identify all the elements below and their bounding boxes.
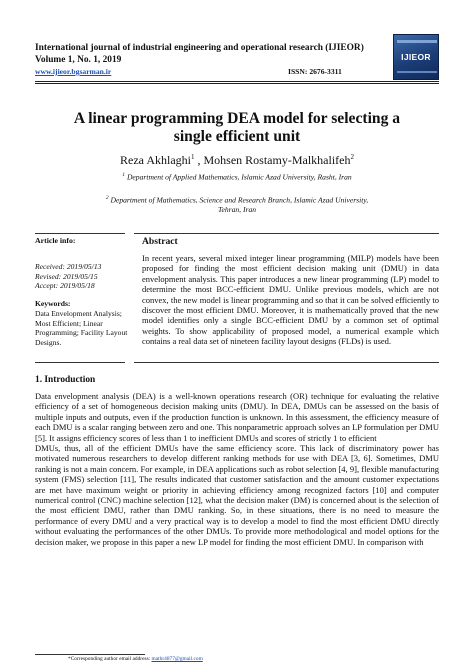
logo-stripe — [397, 40, 437, 43]
journal-volume: Volume 1, No. 1, 2019 — [35, 55, 122, 65]
intro-paragraph-1: Data envelopment analysis (DEA) is a well-known operations research (OR) technique for evaluating the relative efficiency of a set of homogeneous decision making units (DMU). In DEA, DMUs can be assessed on the basis of multiple inputs and outputs, even if the production function is unknown. In this assessment, the efficiency measure of each DMU is a scalar ranging between zero and one. This nonparametric approach solves an LP formulation per DMU [5]. It assigns efficiency scores of less than 1 to inefficient DMUs and scores of strictly 1 to efficient — [35, 391, 439, 443]
header-divider — [35, 81, 439, 82]
journal-logo — [393, 34, 439, 80]
journal-issn: ISSN: 2676-3311 — [288, 67, 342, 76]
journal-title: International journal of industrial engineering and operational research (IJIEOR) — [35, 43, 364, 53]
affiliation-1 — [100, 171, 374, 182]
logo-text: IJIEOR — [401, 52, 431, 62]
journal-url-link[interactable]: www.ijieor.bgsarman.ir — [35, 67, 112, 76]
author-separator: , — [194, 153, 204, 167]
author-1-sup: 1 — [191, 153, 195, 161]
keywords-list: Data Envelopment Analysis; Most Efficient; Linear Programming; Facility Layout Designs. — [35, 309, 128, 347]
abstract-heading: Abstract — [142, 236, 178, 247]
author-2: Mohsen Rostamy-Malkhalifeh — [203, 153, 351, 167]
article-dates — [35, 262, 101, 291]
logo-stripe-bottom — [397, 71, 437, 73]
section-heading-introduction: 1. Introduction — [35, 375, 96, 385]
corresponding-email-link[interactable]: mathr4877@gmail.com — [151, 656, 203, 662]
paper-title: A linear programming DEA model for selecting a single efficient unit — [73, 110, 401, 145]
affiliation-1-text: Department of Applied Mathematics, Islamic Azad University, Rasht, Iran — [126, 172, 352, 182]
abstract-text: In recent years, several mixed integer linear programming (MILP) models have been proposed for finding the most efficient decision making unit (DMU) in data envelopment analysis. This paper introduces a new linear programming (LP) model to determine the most BCC-efficient DMU. Unlike previous models, which are not convex, the new model is linear programming and so that it can be solved efficiently to discover the most efficient DMU. Moreover, it is mathematically proved that the new model identifies only a single BCC-efficient DMU by a common set of optimal weights. To show applicability of proposed model, a numerical example which contains a real data set of nineteen facility layout designs (FLDs) is used. — [142, 253, 439, 347]
info-divider-top-right — [134, 233, 439, 234]
author-2-sup: 2 — [350, 153, 354, 161]
info-divider-bottom-right — [134, 362, 439, 363]
keywords-heading: Keywords: — [35, 299, 71, 308]
introduction-body — [35, 391, 439, 547]
author-1: Reza Akhlaghi — [120, 153, 191, 167]
affiliation-1-sup: 1 — [122, 172, 126, 178]
article-info-block — [35, 236, 439, 361]
intro-paragraph-2: DMUs, thus, all of the efficient DMUs have the same efficiency score. This lack of discriminatory power has motivated numerous researchers to develop different ranking methods for use with DEA [3, 6]. Sometimes, DMU ranking is not a main concern. For example, in DEA applications such as robot selection [4, 9], flexible manufacturing system (FMS) selection [11], The results indicated that customer satisfaction and the amount customer expectations are met have maximum weight or priority in achieving efficiency among recognized factors [10] and computer numerical control (CNC) machine selection [12], what the decision maker (DM) is concerned about is the selection of the most efficient DMU, rather than DMU ranking. So, in these situations, there is no need to measure the performance of every DMU and a very practical way is to develop a model to find the most efficient DMU directly without evaluating the performances of the other DMUs. To provide more methodological and model options for the decision maker, we propose in this paper a new LP model for finding the most efficient DMU. In comparison with — [35, 443, 439, 547]
journal-meta-row — [35, 66, 395, 78]
revised-date: Revised: 2019/05/15 — [35, 271, 98, 281]
article-info-heading: Article info: — [35, 236, 76, 245]
info-divider-top-left — [35, 233, 125, 234]
affiliation-2-sup: 2 — [105, 195, 109, 201]
affiliation-2-text: Department of Mathematics, Science and Research Branch, Islamic Azad University, Tehran, Iran — [110, 195, 369, 215]
received-date: Received: 2019/05/13 — [35, 262, 102, 271]
journal-header — [35, 42, 395, 78]
header-divider-double — [35, 83, 439, 84]
info-divider-bottom-left — [35, 362, 125, 363]
affiliation-2 — [100, 194, 374, 215]
corresponding-author-footnote — [68, 656, 203, 663]
footnote-label: *Corresponding author email address: — [68, 656, 152, 662]
accept-date: Accept: 2019/05/18 — [35, 281, 95, 290]
paper-authors — [60, 150, 414, 167]
footnote-divider — [35, 654, 145, 655]
